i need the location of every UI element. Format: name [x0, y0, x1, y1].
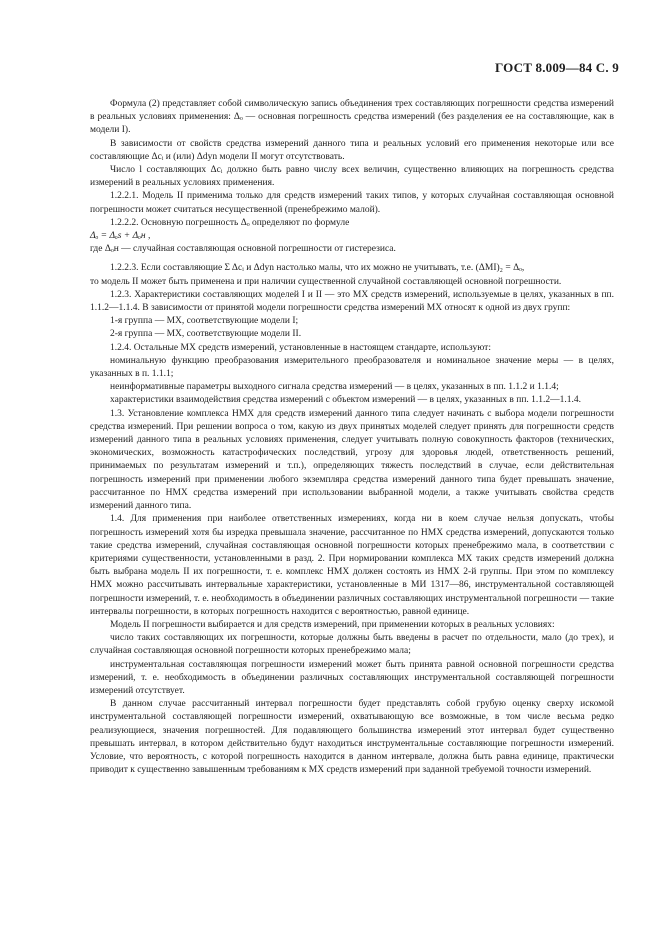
paragraph: неинформативные параметры выходного сигнала средства измерений — в целях, указанных в пп. 1.1.2 и 1.1.4;: [110, 382, 559, 393]
paragraph: 1-я группа — МХ, соответствующие модели I;: [110, 316, 299, 327]
document-body: [90, 98, 614, 777]
paragraph: 1.2.4. Остальные МХ средств измерений, установленные в настоящем стандарте, используют:: [110, 342, 491, 353]
paragraph: 1.2.2.1. Модель II применима только для средств измерений таких типов, у которых случайная составляющая основной погрешности может считаться несущественной (пренебрежимо малой).: [90, 191, 614, 215]
paragraph: Формула (2) представляет собой символическую запись объединения трех составляющих погрешности средства измерений в реальных условиях применения: Δₒ — основная погрешность средства измерений (без разделения ее на составляющие, как в модели I).: [90, 99, 614, 136]
paragraph: 1.2.3. Характеристики составляющих моделей I и II — это МХ средств измерений, используемые в целях, указанных в пп. 1.1.2—1.1.4. В зависимости от принятой модели погрешности средства измерений МХ относят к одной из двух групп:: [90, 289, 614, 314]
paragraph: инструментальная составляющая погрешности измерений может быть принята равной основной погрешности средства измерений, т. е. необходимость в объединении различных составляющих инструментальной составляющей погрешности измерений отсутствует.: [90, 659, 614, 696]
paragraph: Модель II погрешности выбирается и для средств измерений, при применении которых в реальных условиях:: [110, 619, 555, 630]
paragraph: номинальную функцию преобразования измерительного преобразователя и номинальное значение меры — в целях, указанных в п. 1.1.1;: [90, 355, 614, 380]
paragraph: 1.2.2.2. Основную погрешность Δₒ определяют по формуле: [110, 217, 350, 228]
paragraph: 2-я группа — МХ, соответствующие модели II.: [110, 329, 302, 340]
paragraph: 1.2.2.3. Если составляющие Σ Δcᵢ и Δdyn настолько малы, что их можно не учитывать, т.е. (ΔMI)₂ = Δₒ,: [110, 263, 525, 274]
paragraph: где Δₒн — случайная составляющая основной погрешности от гистерезиса.: [90, 244, 396, 255]
paragraph: характеристики взаимодействия средства измерений с объектом измерений — в целях, указанных в пп. 1.1.2—1.1.4.: [110, 395, 582, 406]
paragraph: 1.3. Установление комплекса НМХ для средств измерений данного типа следует начинать с выбора модели погрешности средства измерений. При решении вопроса о том, какую из двух принятых моделей следует принять для погрешности средств измерений данного типа в реальных условиях применения, следует учитывать полную совокупность факторов (технических, экономических, возможность катастрофических последствий, угрозу для здоровья людей, ответственность решений, принимаемых по результатам измерений и т.п.), определяющих тяжесть последствий в случае, если действительная погрешность измерений при применении любого экземпляра средства измерений данного типа будет превышать значение, рассчитанное по НМХ средства измерений при использовании выбранной модели, а также учитывать свойства средств измерений данного типа.: [90, 408, 614, 512]
paragraph: то модель II может быть применена и при наличии существенной случайной составляющей основной погрешности.: [90, 276, 562, 287]
paragraph: Число l составляющих Δcᵢ должно быть равно числу всех величин, существенно влияющих на погрешность средства измерений в реальных условиях применения.: [90, 165, 614, 189]
paragraph: В данном случае рассчитанный интервал погрешности будет представлять собой грубую оценку сверху искомой инструментальной составляющей погрешности измерений, охватывающую все возможные, в том числе весьма редко реализующиеся, значения погрешностей. Для подавляющего большинства измерений этот интервал будет существенно превышать интервал, в котором действительно будут находиться инструментальные составляющие погрешности измерений. Условие, что вероятность, с которой погрешность находится в данном интервале, должна быть равна единице, практически приводит к существенно завышенным требованиям к МХ средств измерений при заданной требуемой точности измерений.: [90, 699, 614, 776]
paragraph: 1.4. Для применения при наиболее ответственных измерениях, когда ни в коем случае нельзя допускать, чтобы погрешность измерений хотя бы изредка превышала значение, рассчитанное по НМХ средства измерений, допускаются только такие средства измерений, случайная составляющая основной погрешности которых пренебрежимо мала, в соответствии с критериями существенности, установленными в разд. 2. При нормировании комплекса МХ таких средств измерений должна быть выбрана модель II их погрешности, т. е. комплекс НМХ должен состоять из НМХ 2-й группы. При этом по комплексу НМХ можно рассчитывать интервальные характеристики, установленные в МИ 1317—86, инструментальной составляющей погрешности измерений, т. е. необходимость в объединении различных составляющих инструментальной погрешности — такие интервалы погрешности, в которых погрешность находится с вероятностью, равной единице.: [90, 514, 614, 617]
paragraph: число таких составляющих их погрешности, которые должны быть введены в расчет по отдельности, мало (до трех), и случайная составляющая основной погрешности которых пренебрежимо мала;: [90, 633, 614, 657]
page-header: ГОСТ 8.009—84 С. 9: [494, 60, 619, 75]
formula: Δₒ = Δₒs + Δₒн ,: [90, 231, 151, 242]
paragraph: В зависимости от свойств средства измерений данного типа и реальных условий его применения некоторые или все составляющие Δcᵢ и (или) Δdyn модели II могут отсутствовать.: [90, 138, 614, 162]
